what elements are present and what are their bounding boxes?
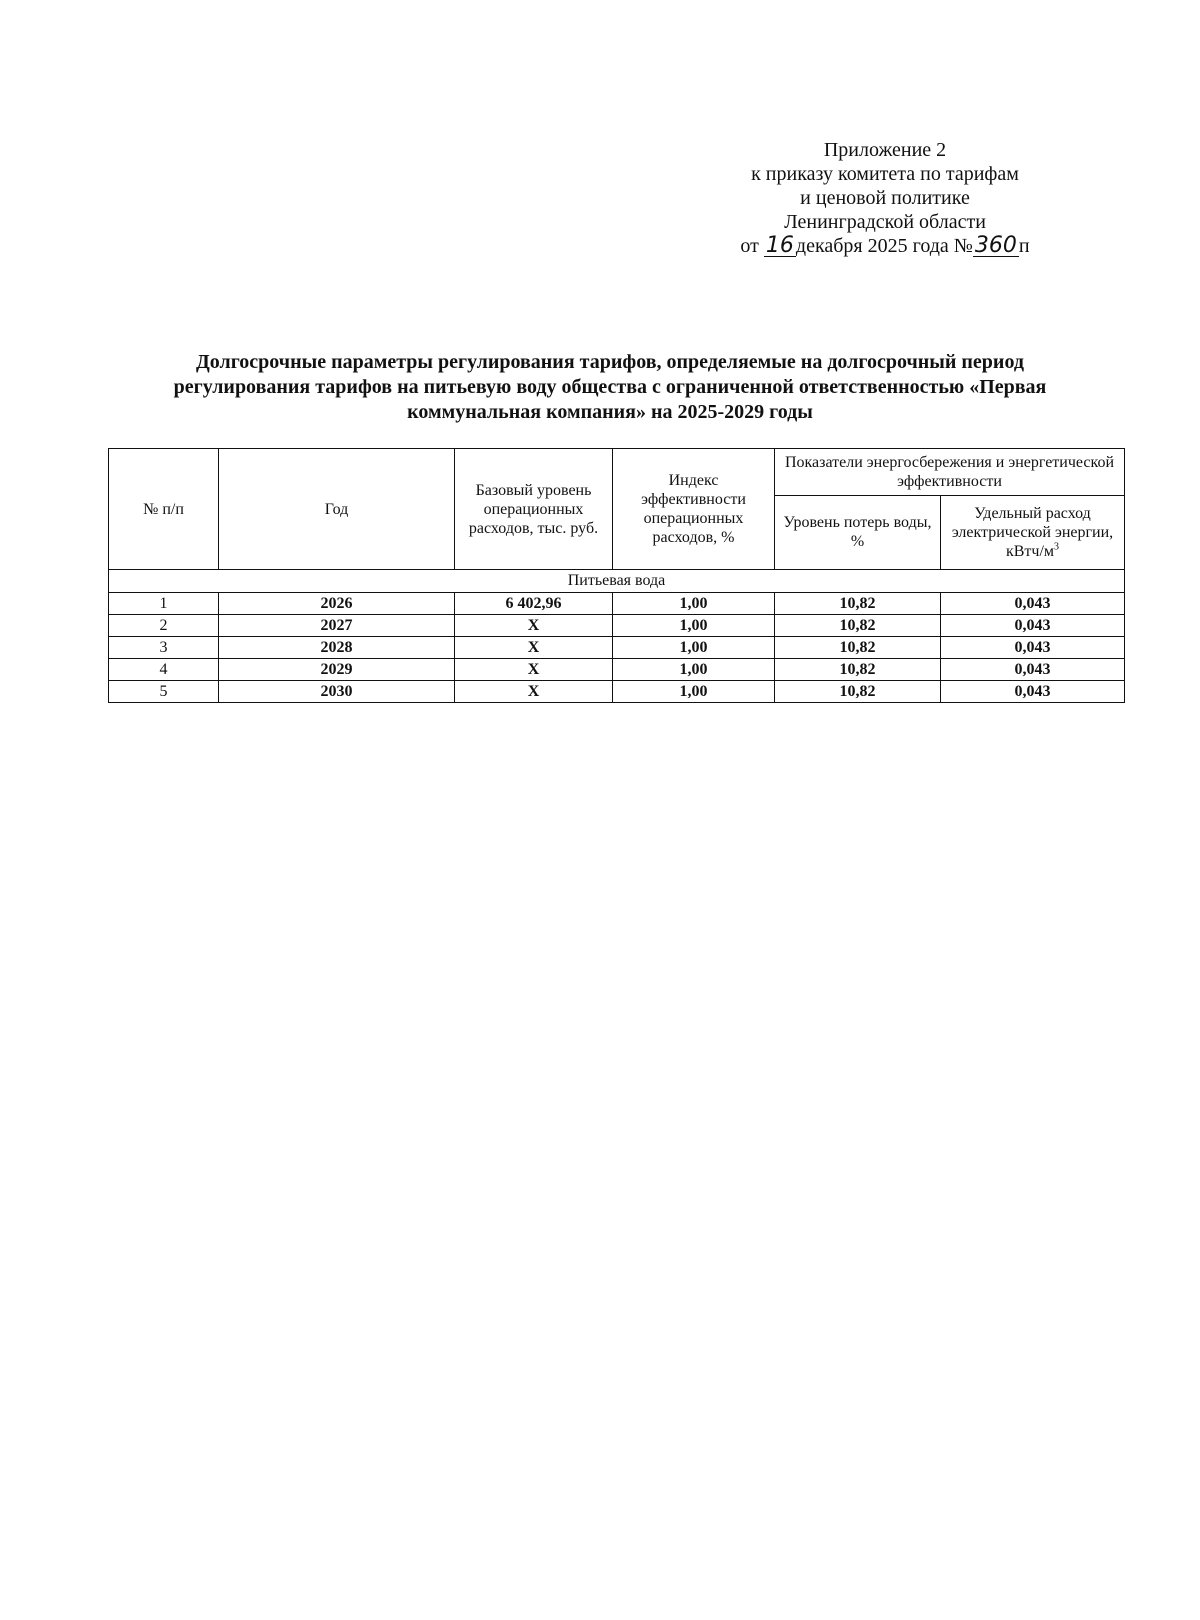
appendix-line-3: и ценовой политике <box>800 187 970 209</box>
table-row <box>109 637 1125 659</box>
cell-energy: 0,043 <box>941 659 1125 681</box>
appendix-line-2: к приказу комитета по тарифам <box>751 163 1019 185</box>
cell-loss: 10,82 <box>775 681 941 703</box>
cell-loss: 10,82 <box>775 593 941 615</box>
cell-num: 2 <box>109 615 219 637</box>
cell-num: 1 <box>109 593 219 615</box>
cell-index: 1,00 <box>613 681 775 703</box>
table-row <box>109 615 1125 637</box>
cell-base: 6 402,96 <box>455 593 613 615</box>
cell-base: X <box>455 681 613 703</box>
table-row <box>109 659 1125 681</box>
cell-num: 5 <box>109 681 219 703</box>
cell-base: X <box>455 615 613 637</box>
appendix-date-line <box>700 234 1070 258</box>
date-middle: декабря 2025 года № <box>795 235 973 257</box>
cell-loss: 10,82 <box>775 615 941 637</box>
handwritten-day: 16 <box>765 233 794 258</box>
header-energy-consumption-text: Удельный расход электрической энергии, кВтч/м <box>951 504 1114 560</box>
header-efficiency-index: Индекс эффективности операционных расходов, % <box>613 449 775 570</box>
document-title <box>80 350 1140 425</box>
cell-num: 4 <box>109 659 219 681</box>
appendix-line-4: Ленинградской области <box>784 211 986 233</box>
title-line-2: регулирования тарифов на питьевую воду общества с ограниченной ответственностью «Первая <box>173 376 1047 398</box>
table-body <box>109 593 1125 703</box>
cell-year: 2027 <box>219 615 455 637</box>
cell-loss: 10,82 <box>775 659 941 681</box>
cell-index: 1,00 <box>613 659 775 681</box>
header-year: Год <box>219 449 455 570</box>
header-energy-consumption <box>941 495 1125 569</box>
header-energy-group: Показатели энергосбережения и энергетической эффективности <box>775 449 1125 496</box>
cell-index: 1,00 <box>613 593 775 615</box>
cell-index: 1,00 <box>613 637 775 659</box>
cell-energy: 0,043 <box>941 593 1125 615</box>
cell-year: 2030 <box>219 681 455 703</box>
cell-energy: 0,043 <box>941 637 1125 659</box>
date-prefix: от <box>740 235 759 257</box>
cell-base: X <box>455 659 613 681</box>
cell-year: 2029 <box>219 659 455 681</box>
cell-energy: 0,043 <box>941 615 1125 637</box>
header-energy-consumption-sup: 3 <box>1054 541 1060 553</box>
cell-energy: 0,043 <box>941 681 1125 703</box>
parameters-table <box>108 448 1125 703</box>
appendix-line-1: Приложение 2 <box>823 139 947 161</box>
cell-base: X <box>455 637 613 659</box>
cell-num: 3 <box>109 637 219 659</box>
header-water-loss: Уровень потерь воды, % <box>775 495 941 569</box>
table-row <box>109 593 1125 615</box>
header-num: № п/п <box>109 449 219 570</box>
title-line-1: Долгосрочные параметры регулирования тарифов, определяемые на долгосрочный период <box>196 351 1024 373</box>
table-row <box>109 681 1125 703</box>
cell-year: 2026 <box>219 593 455 615</box>
section-drinking-water: Питьевая вода <box>109 570 1125 593</box>
title-line-3: коммунальная компания» на 2025-2029 годы <box>407 401 813 423</box>
cell-loss: 10,82 <box>775 637 941 659</box>
appendix-header <box>700 138 1070 258</box>
header-base-level: Базовый уровень операционных расходов, тыс. руб. <box>455 449 613 570</box>
cell-year: 2028 <box>219 637 455 659</box>
cell-index: 1,00 <box>613 615 775 637</box>
handwritten-number: 360 <box>974 233 1017 258</box>
number-suffix: п <box>1018 235 1030 257</box>
